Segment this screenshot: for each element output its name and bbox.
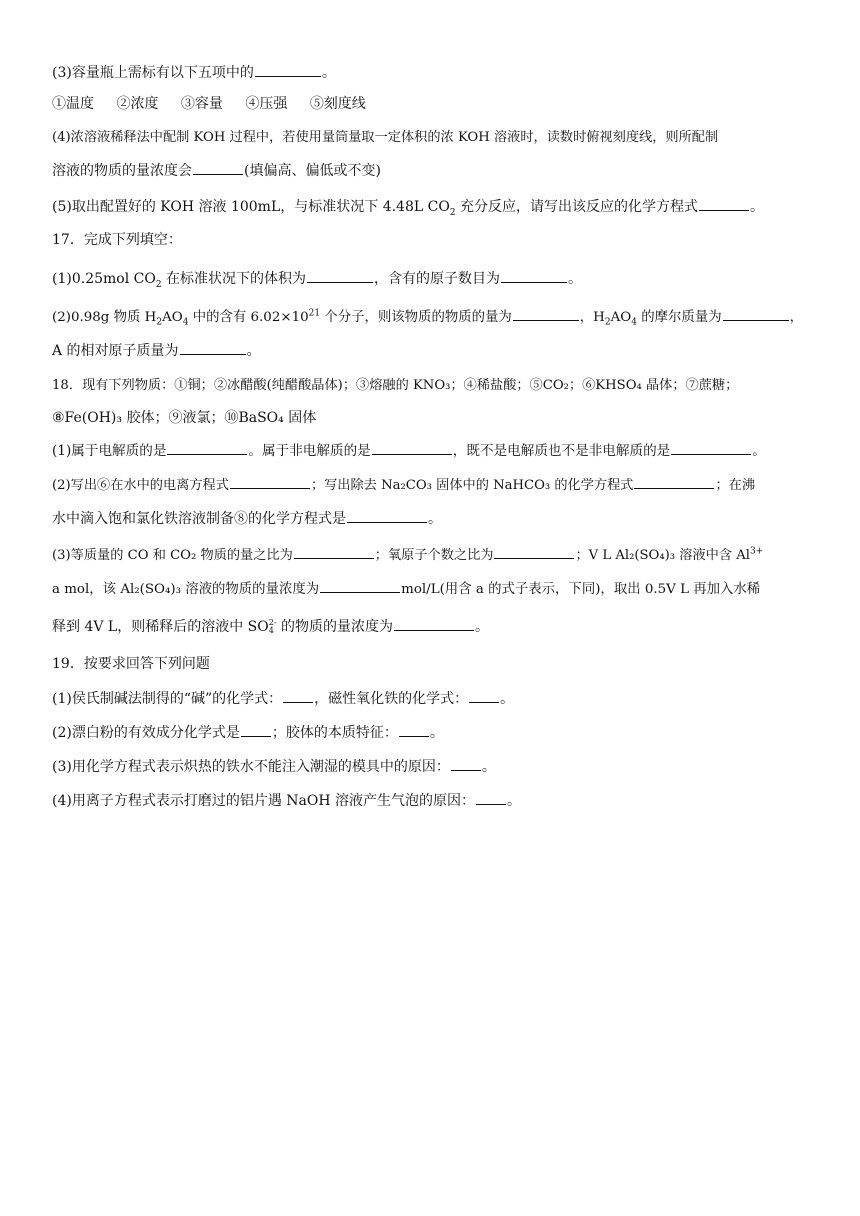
question-text: ，	[789, 310, 803, 325]
answer-blank[interactable]	[193, 160, 243, 175]
subscript: 2	[449, 207, 456, 218]
answer-blank[interactable]	[494, 544, 574, 559]
q18-title-line2	[52, 408, 316, 428]
answer-blank[interactable]	[699, 196, 749, 211]
subscript: 4	[268, 626, 274, 635]
question-title: ⑧Fe(OH)₃ 胶体；⑨液氯；⑩BaSO₄ 固体	[52, 410, 317, 426]
q18-part2-line2	[52, 508, 442, 529]
answer-blank[interactable]	[180, 340, 246, 355]
answer-blank[interactable]	[501, 268, 567, 283]
option-item: ③容量	[180, 96, 223, 112]
answer-blank[interactable]	[671, 440, 751, 455]
answer-blank[interactable]	[307, 268, 373, 283]
q16-part5	[52, 196, 764, 217]
question-text: 充分反应，请写出该反应的化学方程式	[455, 199, 698, 215]
question-text: (2)0.98g 物质 H	[52, 310, 157, 325]
question-text: 释到 4V L，则稀释后的溶液中 SO	[52, 619, 269, 635]
question-text: ，磁性氧化铁的化学式：	[314, 691, 469, 707]
q18-part3-line1	[52, 544, 763, 566]
q18-part3-line3	[52, 616, 489, 637]
question-text: 。	[474, 619, 489, 635]
question-text: 。	[429, 725, 444, 741]
answer-blank[interactable]	[451, 756, 481, 771]
question-text: (4)用离子方程式表示打磨过的铝片遇 NaOH 溶液产生气泡的原因：	[52, 793, 476, 809]
question-text: 的摩尔质量为	[637, 310, 722, 325]
q16-part3	[52, 62, 336, 83]
option-item: ⑤刻度线	[309, 96, 366, 112]
question-text: 。	[568, 271, 583, 287]
question-text: a mol，该 Al₂(SO₄)₃ 溶液的物质的量浓度为	[52, 582, 320, 597]
sulfate-charge-stack	[269, 619, 277, 635]
answer-blank[interactable]	[372, 440, 452, 455]
answer-blank[interactable]	[230, 474, 310, 489]
subscript: 2	[155, 279, 162, 290]
option-item: ④压强	[245, 96, 288, 112]
answer-blank[interactable]	[294, 544, 374, 559]
question-text: ；写出除去 Na₂CO₃ 固体中的 NaHCO₃ 的化学方程式	[310, 478, 634, 493]
superscript: 3+	[749, 546, 764, 557]
question-text: 。	[500, 691, 515, 707]
question-text: AO	[162, 310, 183, 325]
q19-part3	[52, 756, 496, 777]
question-text: (3)容量瓶上需标有以下五项中的	[52, 65, 254, 81]
question-text: 的物质的量浓度为	[276, 619, 393, 635]
answer-blank[interactable]	[399, 722, 429, 737]
question-text: (1)属于电解质的是	[52, 443, 167, 459]
question-title: 17．完成下列填空：	[52, 232, 182, 248]
question-text: 。	[246, 343, 261, 359]
question-text: ；V L Al₂(SO₄)₃ 溶液中含 Al	[575, 548, 750, 563]
question-text: A 的相对原子质量为	[52, 343, 179, 359]
answer-blank[interactable]	[394, 616, 474, 631]
q19-part4	[52, 790, 521, 811]
question-text: (2)漂白粉的有效成分化学式是	[52, 725, 240, 741]
question-text: ；氧原子个数之比为	[374, 548, 494, 563]
q17-part1	[52, 268, 582, 289]
answer-blank[interactable]	[167, 440, 247, 455]
question-text: (1)侯氏制碱法制得的“碱”的化学式：	[52, 691, 283, 707]
q18-part2-line1	[52, 474, 755, 496]
question-text: (5)取出配置好的 KOH 溶液 100mL，与标准状况下 4.48L CO	[52, 199, 450, 215]
question-text: ；在沸	[715, 478, 756, 493]
answer-blank[interactable]	[255, 62, 321, 77]
answer-blank[interactable]	[469, 688, 499, 703]
option-item: ②浓度	[116, 96, 159, 112]
answer-blank[interactable]	[347, 508, 427, 523]
question-text: AO	[610, 310, 632, 325]
q18-title-line1	[52, 376, 738, 396]
question-title: 19．按要求回答下列问题	[52, 656, 210, 672]
question-text: 。	[507, 793, 522, 809]
question-text: 。	[428, 511, 442, 527]
answer-blank[interactable]	[320, 578, 400, 593]
question-text: 在标准状况下的体积为	[161, 271, 307, 287]
question-text: (填偏高、偏低或不变)	[244, 163, 381, 179]
q19-part2	[52, 722, 444, 743]
question-text: (1)0.25mol CO	[52, 271, 156, 287]
answer-blank[interactable]	[634, 474, 714, 489]
option-item: ①温度	[52, 96, 94, 112]
question-text: (3)等质量的 CO 和 CO₂ 物质的量之比为	[52, 548, 293, 563]
q17-part2-line2	[52, 340, 261, 361]
question-text: ，H	[579, 310, 605, 325]
question-text: 中的含有 6.02×10	[188, 310, 309, 325]
question-text: 。	[481, 759, 496, 775]
question-text: ，含有的原子数目为	[374, 271, 501, 287]
subscript: 4	[631, 317, 637, 328]
question-text: ；胶体的本质特征：	[271, 725, 398, 741]
question-text: 。	[750, 199, 764, 215]
subscript: 2	[604, 317, 611, 328]
q19-part1	[52, 688, 514, 709]
q19-title	[52, 654, 210, 674]
question-text: 。属于非电解质的是	[248, 443, 371, 459]
answer-blank[interactable]	[723, 306, 789, 321]
superscript: 21	[308, 308, 321, 319]
question-text: ，既不是电解质也不是非电解质的是	[452, 443, 671, 459]
q16-part4-line1	[52, 128, 718, 148]
q18-part1	[52, 440, 766, 461]
subscript: 4	[182, 317, 189, 328]
q16-options	[52, 94, 366, 114]
question-text: 。	[752, 443, 766, 459]
question-text: 。	[321, 65, 336, 81]
question-text: 水中滴入饱和氯化铁溶液制备⑧的化学方程式是	[52, 511, 346, 527]
answer-blank[interactable]	[283, 688, 313, 703]
question-text: 个分子，则该物质的物质的量为	[320, 310, 512, 325]
question-title: 18．现有下列物质：①铜；②冰醋酸(纯醋酸晶体)；③熔融的 KNO₃；④稀盐酸；⑤CO₂；⑥KHSO₄ 晶体；⑦蔗糖；	[52, 378, 739, 393]
question-text: (3)用化学方程式表示炽热的铁水不能注入潮湿的模具中的原因：	[52, 759, 450, 775]
question-text: (2)写出⑥在水中的电离方程式	[52, 478, 229, 493]
q16-part4-line2	[52, 160, 381, 181]
question-text: mol/L(用含 a 的式子表示，下同)，取出 0.5V L 再加入水稀	[401, 582, 761, 597]
answer-blank[interactable]	[513, 306, 579, 321]
superscript: 2-	[268, 618, 277, 627]
question-text: (4)浓溶液稀释法中配制 KOH 过程中，若使用量筒量取一定体积的浓 KOH 溶液时，读数时俯视刻度线，则所配制	[52, 130, 719, 145]
q18-part3-line2	[52, 578, 760, 600]
q17-title	[52, 230, 182, 250]
q17-part2-line1	[52, 306, 803, 328]
question-text: 溶液的物质的量浓度会	[52, 163, 192, 179]
subscript: 2	[156, 317, 163, 328]
answer-blank[interactable]	[241, 722, 271, 737]
answer-blank[interactable]	[476, 790, 506, 805]
